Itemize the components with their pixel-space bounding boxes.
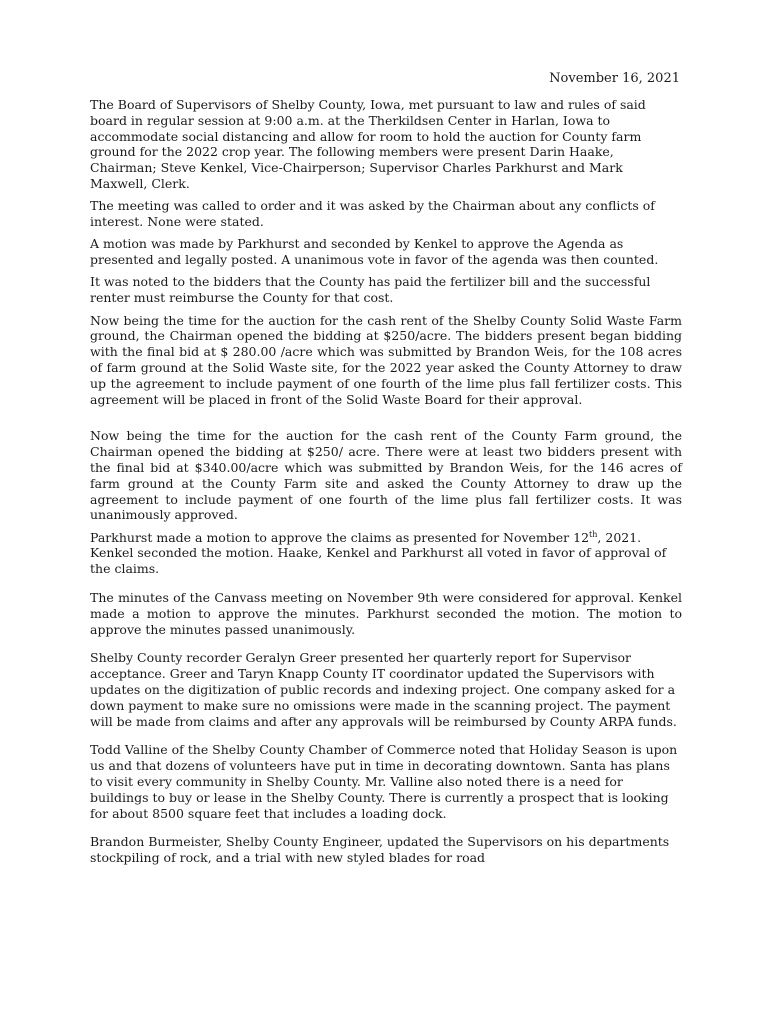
paragraph-engineer-update: Brandon Burmeister, Shelby County Engineer, updated the Supervisors on his departments stockpiling of rock, and a trial with new styled blades for road — [90, 834, 670, 866]
paragraph-fertilizer-note: It was noted to the bidders that the County has paid the fertilizer bill and the successful renter must reimburse the County for that cost. — [90, 274, 651, 306]
claims-superscript: th — [589, 529, 598, 539]
paragraph-recorder-report: Shelby County recorder Geralyn Greer presented her quarterly report for Supervisor acceptance. Greer and Taryn Knapp County IT coordinator updated the Supervisors with updates on the digitization of public records and indexing project. One company asked for a down payment to make sure no omissions were made in the scanning project. The payment will be made from claims and after any approvals will be reimbursed by County ARPA funds. — [90, 650, 677, 729]
paragraph-agenda-motion: A motion was made by Parkhurst and seconded by Kenkel to approve the Agenda as presented and legally posted. A unanimous vote in favor of the agenda was then counted. — [90, 236, 659, 268]
claims-text-rest: , 2021. Kenkel seconded the motion. Haake, Kenkel and Parkhurst all voted in favor of approval of the claims. — [90, 529, 667, 577]
paragraph-opening: The Board of Supervisors of Shelby County, Iowa, met pursuant to law and rules of said board in regular session at 9:00 a.m. at the Therkildsen Center in Harlan, Iowa to accommodate social distancing and allow for room to hold the auction for County farm ground for the 2022 crop year. The following members were present Darin Haake, Chairman; Steve Kenkel, Vice-Chairperson; Supervisor Charles Parkhurst and Mark Maxwell, Clerk. — [90, 97, 646, 191]
paragraph-chamber-update: Todd Valline of the Shelby County Chamber of Commerce noted that Holiday Season is upon us and that dozens of volunteers have put in time in decorating downtown. Santa has plans to visit every community in Shelby County. Mr. Valline also noted there is a need for buildings to buy or lease in the Shelby County. There is currently a prospect that is looking for about 8500 square feet that includes a loading dock. — [90, 742, 678, 821]
paragraph-county-farm-auction: Now being the time for the auction for the cash rent of the County Farm ground, the Chairman opened the bidding at $250/ acre. There were at least two bidders present with the final bid at $340.00/acre which was submitted by Brandon Weis, for the 146 acres of farm ground at the County Farm site and asked the County Attorney to draw up the agreement to include payment of one fourth of the lime plus fall fertilizer costs. It was unanimously approved. — [90, 428, 682, 523]
paragraph-solid-waste-auction: Now being the time for the auction for the cash rent of the Shelby County Solid Waste Farm ground, the Chairman opened the bidding at $250/acre. The bidders present began bidding with the final bid at $ 280.00 /acre which was submitted by Brandon Weis, for the 108 acres of farm ground at the Solid Waste site, for the 2022 year asked the County Attorney to draw up the agreement to include payment of one fourth of the lime plus fall fertilizer costs. This agreement will be placed in front of the Solid Waste Board for their approval. — [90, 312, 682, 407]
paragraph-claims — [90, 530, 682, 577]
meeting-date: November 16, 2021 — [549, 71, 680, 86]
claims-text: Parkhurst made a motion to approve the claims as presented for November 12 — [90, 529, 590, 545]
minutes-body — [90, 97, 682, 872]
paragraph-call-to-order: The meeting was called to order and it was asked by the Chairman about any conflicts of interest. None were stated. — [90, 198, 655, 230]
paragraph-canvass-minutes: The minutes of the Canvass meeting on November 9th were considered for approval. Kenkel made a motion to approve the minutes. Parkhurst seconded the motion. The motion to approve the minutes passed unanimously. — [90, 590, 682, 637]
